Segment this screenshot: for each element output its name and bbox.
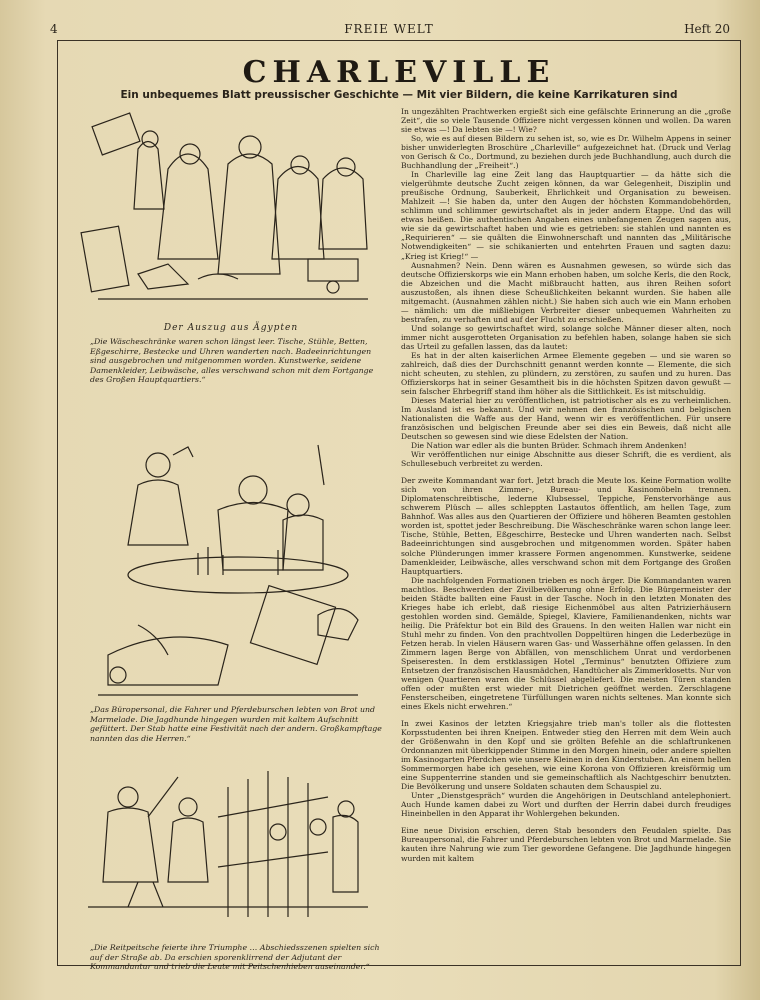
soldiers-carrying-furniture-drawing: [78, 109, 378, 319]
page-number: 4: [50, 22, 58, 36]
illustration-feast: [78, 425, 378, 715]
article-body: [401, 107, 731, 959]
paragraph: Ausnahmen? Nein. Denn wären es Ausnahmen gewesen, so würde sich das deutsche Offizierskorps wie ein Mann erhoben haben, um solche Kerls, die den Rock, die Abzeichen und die Macht mißbraucht hatten, aus ihren Reihen sofort auszustoßen, als ihnen diese Scheußlichkeiten bekannt wurden. Sie haben alle mitgemacht. (Ausnahmen zählen nicht.) Sie haben sich auch wie ein Mann erhoben — nämlich: um die mißliebigen Verbreiter dieser unbequemen Wahrheiten zu bestrafen, zu verhaften und auf der Flucht zu erschießen.: [401, 260, 731, 324]
paragraph: In zwei Kasinos der letzten Kriegsjahre trieb man's toller als die flottesten Korpsstudenten bei ihren Kneipen. Entweder stieg den Herren mit dem Wein auch der Größenwahn in den Kopf und sie grölten Befehle an die schlaftrunkenen Ordonnanzen mit überkippender Stimme in den Morgen hinein, oder andere spielten im Kasinogarten Pferdchen wie unsere Kleinen in den Kinderstuben. An einem hellen Sommermorgen habe ich gesehen, wie eine Korona von Offizieren kreisförmig um eine Suppenterrine standen und sie gemeinschaftlich als Nachtgeschirr benutzten. Die Bevölkerung und unsere Soldaten schauten dem Schauspiel zu.: [401, 719, 731, 792]
issue-number: Heft 20: [684, 22, 730, 36]
masthead: FREIE WELT: [344, 22, 434, 36]
illustration-1-title: Der Auszug aus Ägypten: [163, 323, 299, 333]
paragraph: Und solange so gewirtschaftet wird, solange solche Männer dieser alten, noch immer nicht ausgerotteten Organisation zu befehlen haben, solange haben sie sich das Urteil zu gefallen lassen, das da lautet:: [401, 323, 731, 351]
paragraph: Es hat in der alten kaiserlichen Armee Elemente gegeben — und sie waren so zahlreich, daß dies der Durchschnitt genannt werden konnte — Elemente, die sich nicht scheuten, zu stehlen, zu plündern, zu zerstören, zu saufen und zu huren. Das Offizierskorps hat in seiner Gesamtheit bis in die höchsten Spitzen davon gewußt — sein falscher Ehrbegriff stand ihm höher als die Sittlichkeit. Es ist mitschuldig.: [401, 350, 731, 396]
article-subtitle: Ein unbequemes Blatt preussischer Geschichte — Mit vier Bildern, die keine Karrikaturen sind: [120, 89, 678, 101]
illustration-exodus: [78, 109, 378, 319]
paragraph: In ungezählten Prachtwerken ergießt sich eine gefälschte Erinnerung an die „große Zeit“, die so viele Tausende Offiziere nicht vergessen können und wollen. Da waren sie etwas —! Da lebten sie —! Wie?: [401, 107, 731, 135]
paragraph: Unter „Dienstgespräch“ wurden die Angehörigen in Deutschland antelephoniert. Auch Hunde kamen dabei zu Wort und durften der Herrin dabei durch freudiges Hineinbellen in den Apparat ihr Wohlergehen bekunden.: [401, 791, 731, 819]
article-frame: [57, 40, 741, 971]
page-header: [40, 20, 738, 40]
article-title: CHARLEVILLE: [242, 55, 556, 90]
paragraph: Dieses Material hier zu veröffentlichen, ist patriotischer als es zu verheimlichen. Im Ausland ist es bekannt. Und wir nehmen den französischen und belgischen Nationalisten die Waffe aus der Hand, wenn wir es veröffentlichen. Für unsere französischen und belgischen Freunde aber sei dies ein Beweis, daß nicht alle Deutschen so gewesen sind wie diese Edelsten der Nation.: [401, 396, 731, 442]
illustration-3-caption: „Die Reitpeitsche feierte ihre Triumphe … Abschiedsszenen spielten sich auf der Straße ab. Da erschien sporenklirrend der Adjutant der Kommandantur und trieb die Leute mit Peitschenhieben auseinander.“: [90, 943, 380, 971]
illustration-column: [70, 107, 392, 971]
paragraph: Wir veröffentlichen nur einige Abschnitte aus dieser Schrift, die es verdient, als Schullesebuch verbreitet zu werden.: [401, 450, 731, 469]
paragraph: Die Nation war edler als die bunten Brüder. Schmach ihrem Andenken!: [411, 441, 687, 451]
illustration-2-caption: „Das Büropersonal, die Fahrer und Pferdeburschen lebten von Brot und Marmelade. Die Jagdhunde hingegen wurden mit kaltem Aufschnitt gefüttert. Der Stab hatte eine Festivität nach der andern. Großkampftage nannten das die Herren.“: [90, 705, 382, 743]
paragraph: Der zweite Kommandant war fort. Jetzt brach die Meute los. Keine Formation wollte sich von ihren Zimmer-, Bureau- und Kasinomöbeln trennen. Diplomatenschreibtische, lederne Klubsessel, Teppiche, Fenstervorhänge aus schwerem Plüsch — alles schleppten Lastautos öffentlich, am hellen Tage, zum Bahnhof. Was alles aus den Quartieren der Offiziere und höheren Beamten gestohlen worden ist, spottet jeder Beschreibung. Die Wäscheschränke waren schon lange leer. Tische, Stühle, Betten, Eßgeschirre, Bestecke und Uhren wanderten nach. Selbst Badeeinrichtungen sind ausgebrochen und mitgenommen worden. Später haben solche Plünderungen immer krassere Formen angenommen. Kunstwerke, seidene Damenkleider, Leibwäsche, alles verschwand schon mit dem Fortgange des Großen Hauptquartiers.: [401, 476, 731, 576]
street-scene-drawing: [78, 757, 378, 937]
paragraph: Die nachfolgenden Formationen trieben es noch ärger. Die Kommandanten waren machtlos. Beschwerden der Zivilbevölkerung ohne Erfolg. Die Bürgermeister der beiden Städte ballten eine Faust in der Tasche. Noch in den letzten Monaten des Krieges habe ich erlebt, daß riesige Eichenmöbel aus alten Patrizierhäusern gestohlen worden sind. Gemälde, Spiegel, Klaviere, Familienandenken, nichts war heilig. Die Präfektur bot ein Bild des Grauens. In den weiten Hallen war nicht ein Stuhl mehr zu finden. Von den prachtvollen Doppeltüren hingen die Lederbezüge in Fetzen herab. In vielen Häusern waren Gas- und Wasserhähne offen gelassen. In den Zimmern lagen Berge von Abfällen, von menschlichem Unrat und verdorbenen Speiseresten. In dem erstklassigen Hotel „Terminus“ benutzten Offiziere zum Entsetzen der französischen Hausmädchen, Handtücher als Zimmerklosetts. Nur von wenigen Quartieren waren die Schlüssel abgeliefert. Die meisten Türen standen offen oder mußten erst wieder mit Dietrichen geöffnet werden. Zerschlagene Fensterscheiben, eingetretene Türfüllungen waren nichts seltenes. Man konnte sich eines Ekels nicht erwehren.“: [401, 575, 731, 712]
paragraph: Eine neue Division erschien, deren Stab besonders den Feudalen spielte. Das Bureaupersonal, die Fahrer und Pferdeburschen lebten von Brot und Marmelade. Sie kauten ihre Nahrung wie zum Tier gewordene Gefangene. Die Jagdhunde hingegen wurden mit kaltem: [401, 826, 731, 863]
illustration-whip: [78, 757, 378, 937]
paragraph: In Charleville lag eine Zeit lang das Hauptquartier — da hätte sich die vielgerühmte deutsche Zucht zeigen können, da war Gelegenheit, Disziplin und preußische Ordnung, Sauberkeit, Ehrlichkeit und Organisation zu beweisen. Mahlzeit —! Sie haben da, unter den Augen der höchsten Kommandobehörden, schlimm und schlimmer gewirtschaftet als in jeder andern Etappe. Und das will etwas heißen. Die authentischen Angaben eines unbefangenen Zeugen sagen aus, wie sie da gewirtschaftet haben und wie es getrieben: sie stahlen und nannten es „Requirieren“ — sie quälten die Einwohnerschaft und nannten das „Militärische Notwendigkeiten“ — sie schikanierten und entehrten Frauen und sagten dazu: „Krieg ist Krieg!“ —: [401, 170, 731, 261]
officers-feasting-drawing: [78, 425, 378, 715]
illustration-1-caption: „Die Wäscheschränke waren schon längst leer. Tische, Stühle, Betten, Eßgeschirre, Bestecke und Uhren wanderten nach. Badeeinrichtungen sind ausgebrochen und mitgenommen worden. Kunstwerke, seidene Damenkleider, Leibwäsche, alles verschwand schon mit dem Fortgange des Großen Hauptquartiers.“: [90, 337, 374, 384]
paragraph: So, wie es auf diesen Bildern zu sehen ist, so, wie es Dr. Wilhelm Appens in seiner bisher unwiderlegten Broschüre „Charleville“ aufgezeichnet hat. (Druck und Verlag von Gerisch & Co., Dortmund, zu beziehen durch jede Buchhandlung, auch durch die Buchhandlung der „Freiheit“.): [401, 134, 731, 171]
